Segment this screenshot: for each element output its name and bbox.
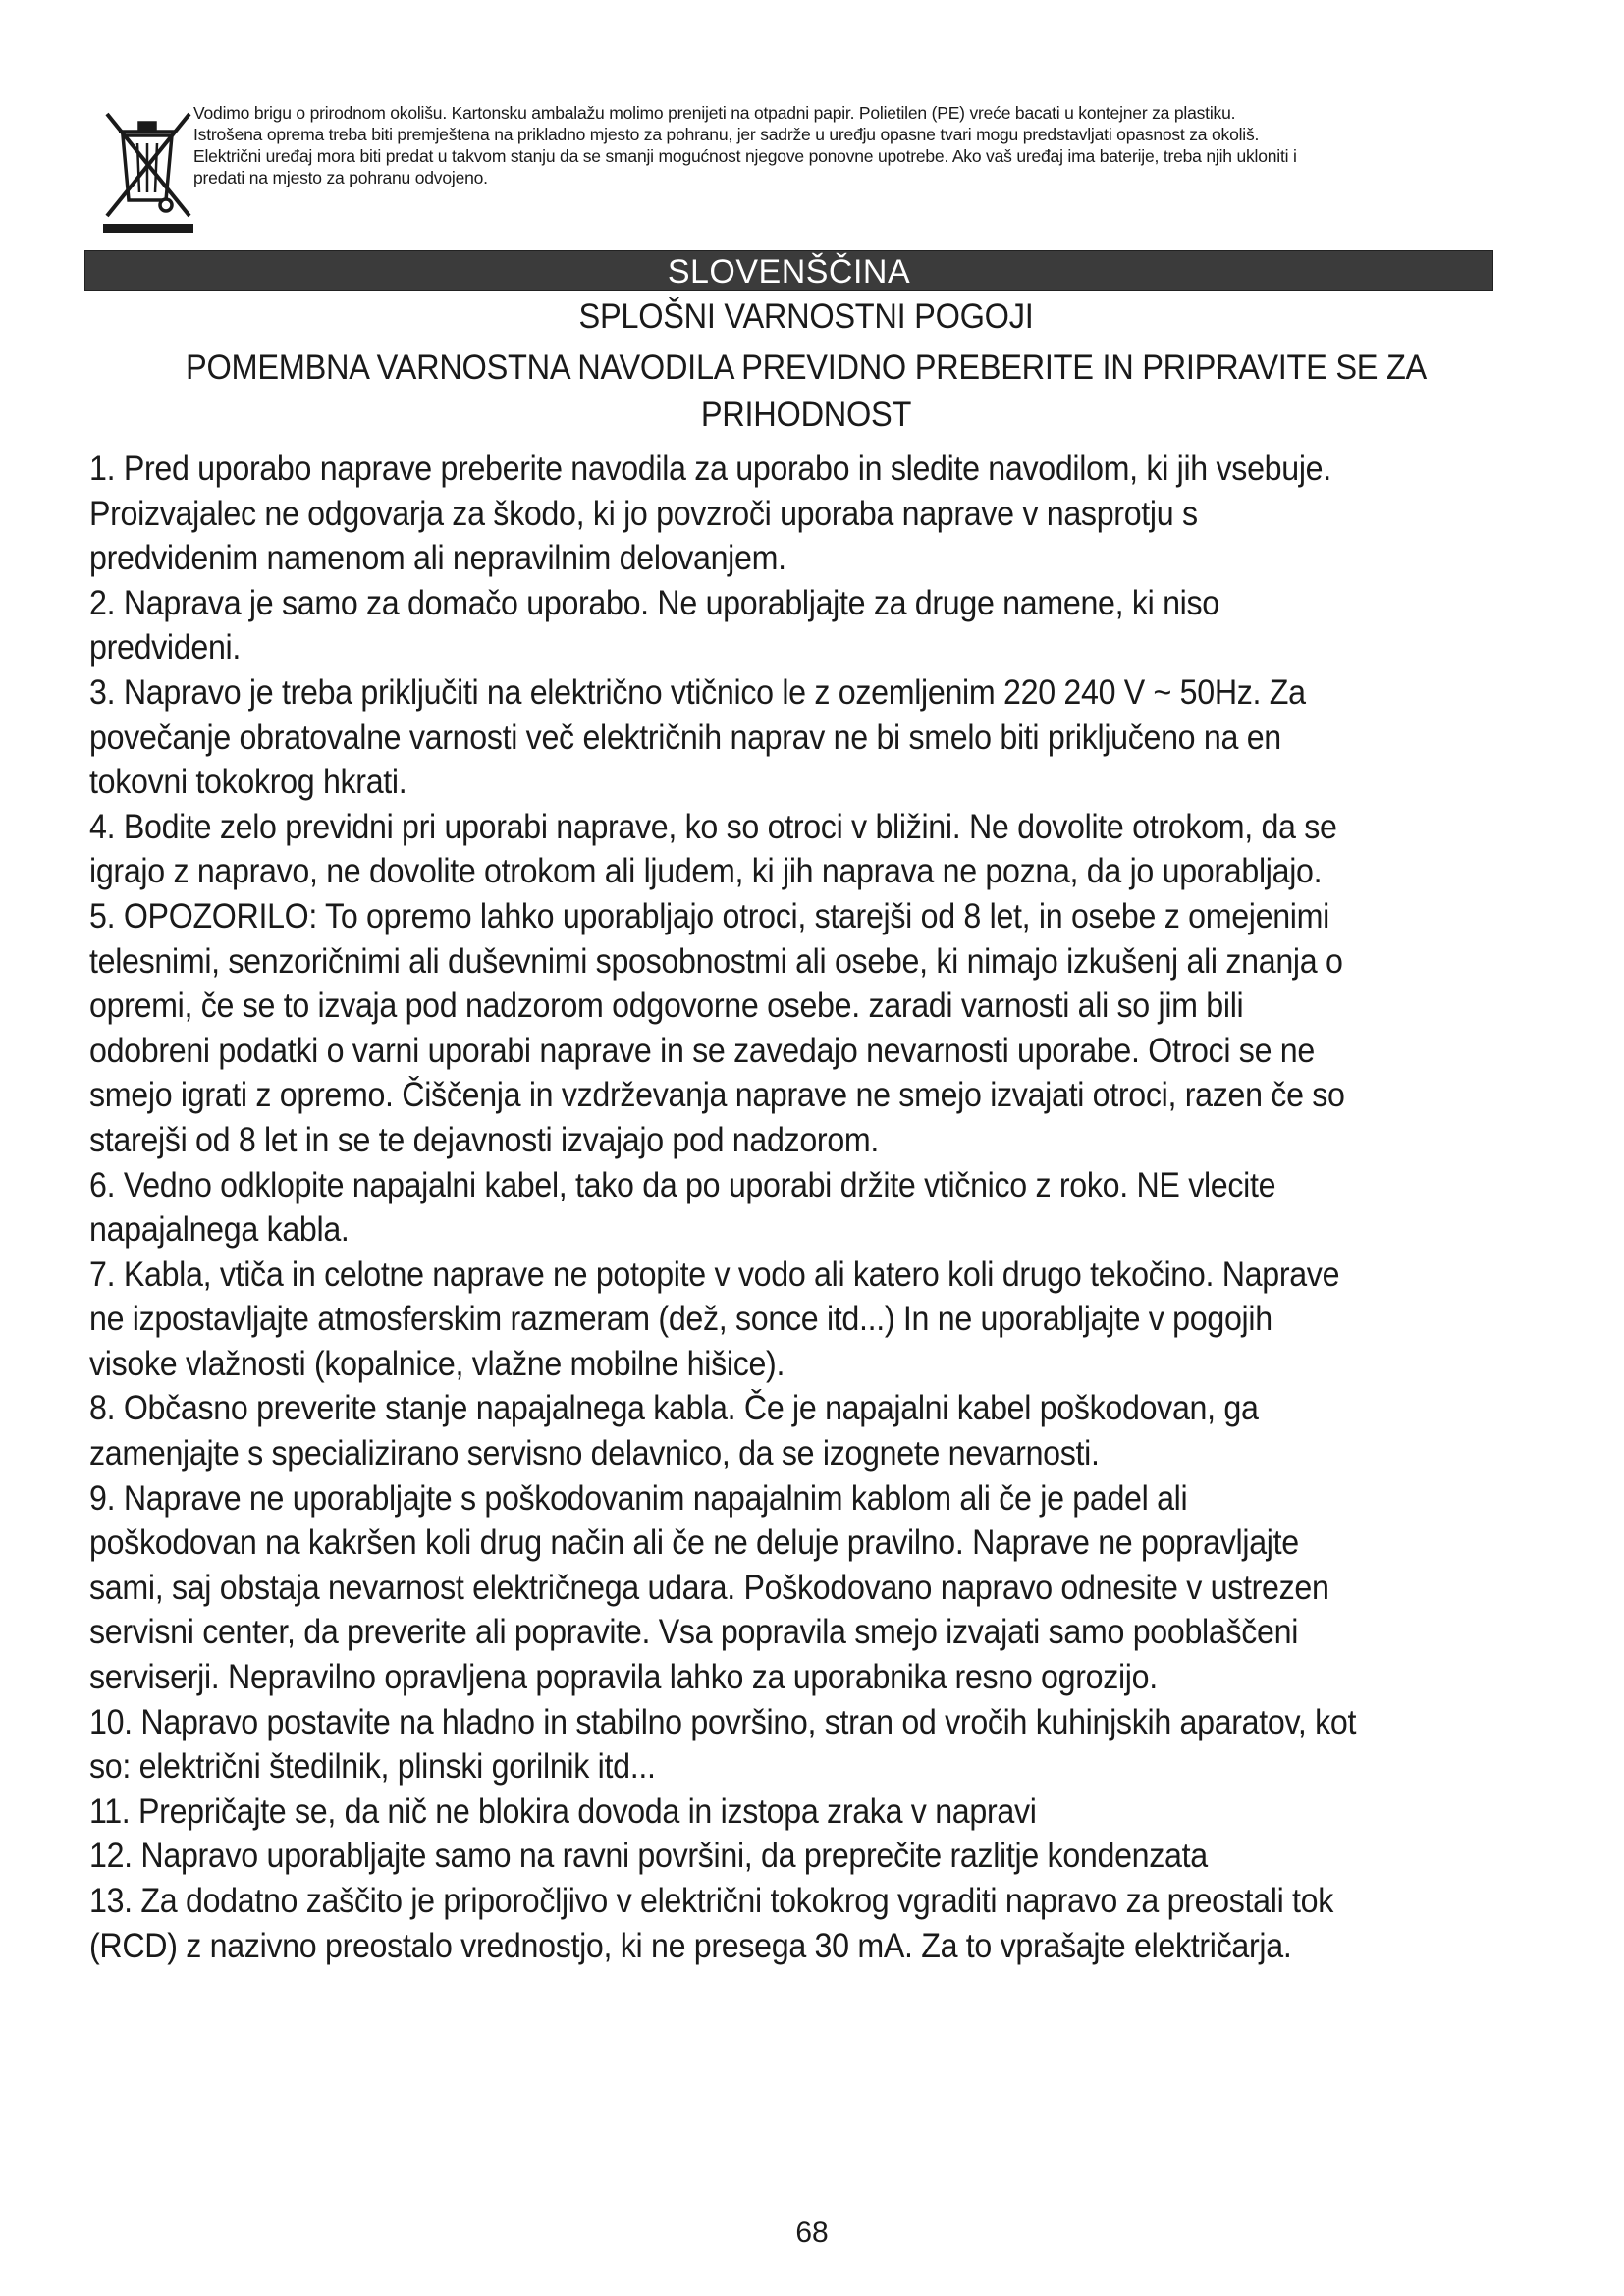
instruction-line: starejši od 8 let in se te dejavnosti izvajajo pod nadzorom.: [89, 1120, 880, 1159]
section-subtitle-line2: PRIHODNOST: [700, 396, 912, 434]
instruction-line: 10. Napravo postavite na hladno in stabilno površino, stran od vročih kuhinjskih aparatov, kot: [89, 1702, 1357, 1741]
recycling-line: predati na mjesto za pohranu odvojeno.: [193, 168, 488, 187]
instruction-line: napajalnega kabla.: [89, 1210, 350, 1250]
recycling-notice: [95, 102, 1539, 240]
instruction-line: 13. Za dodatno zaščito je priporočljivo v električni tokokrog vgraditi napravo za preostali tok: [89, 1882, 1334, 1920]
instruction-line: zamenjajte s specializirano servisno delavnico, da se izognete nevarnosti.: [89, 1434, 1100, 1473]
instruction-line: predvideni.: [89, 628, 241, 667]
instruction-line: 7. Kabla, vtiča in celotne naprave ne potopite v vodo ali katero koli drugo tekočino. Naprave: [89, 1255, 1340, 1294]
instruction-line: 11. Prepričajte se, da nič ne blokira dovoda in izstopa zraka v napravi: [89, 1791, 1037, 1831]
recycling-line: Istrošena oprema treba biti premještena na prikladno mjesto za pohranu, jer sadrže u uređju opasne tvari mogu predstavljati opasnost za okoliš.: [193, 125, 1260, 144]
instruction-line: 8. Občasno preverite stanje napajalnega kabla. Če je napajalni kabel poškodovan, ga: [89, 1389, 1259, 1428]
instruction-line: 12. Napravo uporabljajte samo na ravni površini, da preprečite razlitje kondenzata: [89, 1837, 1208, 1876]
instruction-line: Proizvajalec ne odgovarja za škodo, ki jo povzroči uporaba naprave v nasprotju s: [89, 494, 1198, 533]
instruction-line: 9. Naprave ne uporabljajte s poškodovanim napajalnim kablom ali če je padel ali: [89, 1478, 1188, 1518]
instruction-line: odobreni podatki o varni uporabi naprave in se zavedajo nevarnosti uporabe. Otroci se ne: [89, 1031, 1315, 1070]
instruction-line: (RCD) z nazivno preostalo vrednostjo, ki ne presega 30 mA. Za to vprašajte električarja.: [89, 1926, 1292, 1965]
safety-instructions: [89, 447, 1582, 1968]
language-heading: SLOVENŠČINA: [667, 253, 911, 291]
instruction-line: 6. Vedno odklopite napajalni kabel, tako da po uporabi držite vtičnico z roko. NE vlecite: [89, 1165, 1276, 1204]
instruction-line: so: električni štedilnik, plinski gorilnik itd...: [89, 1747, 656, 1787]
instruction-line: 2. Naprava je samo za domačo uporabo. Ne uporabljajte za druge namene, ki niso: [89, 583, 1219, 622]
instruction-line: poškodovan na kakršen koli drug način ali če ne deluje pravilno. Naprave ne popravljajte: [89, 1523, 1299, 1563]
language-header-bar: [84, 250, 1493, 291]
instruction-line: opremi, če se to izvaja pod nadzorom odgovorne osebe. zaradi varnosti ali so jim bili: [89, 987, 1244, 1026]
instruction-line: serviserji. Nepravilno opravljena popravila lahko za uporabnika resno ogrozijo.: [89, 1658, 1158, 1697]
instruction-line: visoke vlažnosti (kopalnice, vlažne mobilne hišice).: [89, 1344, 785, 1383]
recycling-line: Vodimo brigu o prirodnom okolišu. Kartonsku ambalažu molimo prenijeti na otpadni papir. Polietilen (PE) vreće bacati u kontejner za plastiku.: [193, 103, 1236, 123]
instruction-line: telesnimi, senzoričnimi ali duševnimi sposobnostmi ali osebe, ki nimajo izkušenj ali znanja o: [89, 941, 1343, 981]
section-subtitle-line1: POMEMBNA VARNOSTNA NAVODILA PREVIDNO PREBERITE IN PRIPRAVITE SE ZA: [186, 348, 1427, 387]
instruction-line: 3. Napravo je treba priključiti na električno vtičnico le z ozemljenim 220 240 V ~ 50Hz. Za: [89, 672, 1306, 712]
instruction-line: 5. OPOZORILO: To opremo lahko uporabljajo otroci, starejši od 8 let, in osebe z omejenimi: [89, 896, 1329, 935]
recycling-line: Električni uređaj mora biti predat u takvom stanju da se smanji mogućnost njegove ponovne upotrebe. Ako vaš uređaj ima baterije, treba njih ukloniti i: [193, 146, 1297, 166]
instruction-line: servisni center, da preverite ali popravite. Vsa popravila smejo izvajati samo pooblaščeni: [89, 1613, 1299, 1652]
instruction-line: 4. Bodite zelo previdni pri uporabi naprave, ko so otroci v bližini. Ne dovolite otrokom, da se: [89, 807, 1337, 846]
instruction-line: igrajo z napravo, ne dovolite otrokom ali ljudem, ki jih naprava ne pozna, da jo uporabljajo.: [89, 852, 1323, 891]
instruction-line: 1. Pred uporabo naprave preberite navodila za uporabo in sledite navodilom, ki jih vsebuje.: [89, 450, 1331, 488]
page-number: 68: [795, 2216, 829, 2249]
section-title: SPLOŠNI VARNOSTNI POGOJI: [578, 297, 1034, 336]
crossed-out-wheelie-bin-icon: [95, 106, 199, 234]
instruction-line: predvidenim namenom ali nepravilnim delovanjem.: [89, 539, 786, 578]
instruction-line: tokovni tokokrog hkrati.: [89, 763, 407, 802]
instruction-line: ne izpostavljajte atmosferskim razmeram (dež, sonce itd...) In ne uporabljajte v pogojih: [89, 1300, 1272, 1339]
instruction-line: sami, saj obstaja nevarnost električnega udara. Poškodovano napravo odnesite v ustrezen: [89, 1568, 1329, 1607]
instruction-line: smejo igrati z opremo. Čiščenja in vzdrževanja naprave ne smejo izvajati otroci, razen če so: [89, 1076, 1345, 1115]
recycling-text: [193, 102, 1541, 188]
instruction-line: povečanje obratovalne varnosti več električnih naprav ne bi smelo biti priključeno na en: [89, 718, 1281, 757]
